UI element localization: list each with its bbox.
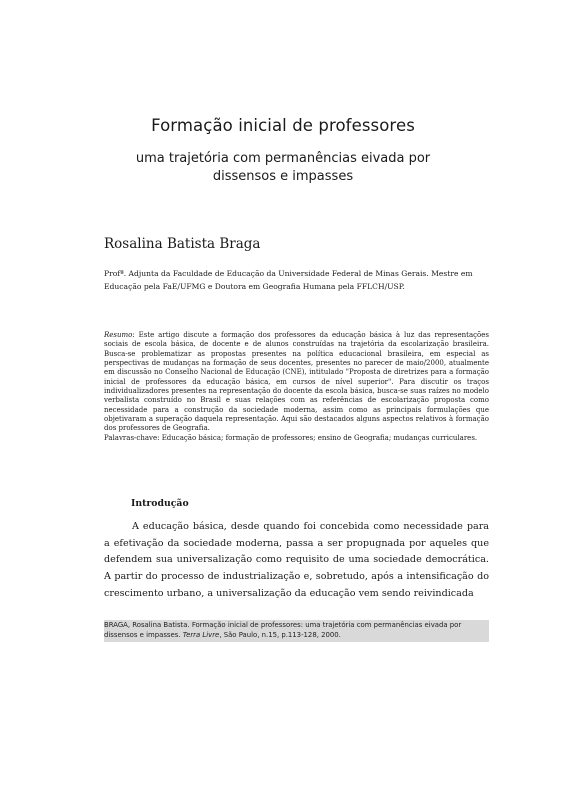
citation-box bbox=[104, 620, 489, 642]
abstract-text bbox=[104, 331, 489, 434]
article-title: Formação inicial de professores bbox=[151, 116, 415, 135]
citation-journal: Terra Livre bbox=[182, 630, 220, 639]
section-heading: Introdução bbox=[131, 498, 189, 509]
author-affiliation: Profª. Adjunta da Faculdade de Educação da Universidade Federal de Minas Gerais. Mestre em Educação pela FaE/UFMG e Doutora em Geografia Humana pela FFLCH/USP. bbox=[104, 269, 473, 291]
intro-paragraph: A educação básica, desde quando foi concebida como necessidade para a efetivação da sociedade moderna, passa a ser propugnada por aqueles que defendem sua universalização como requisito de uma sociedade democrática. A partir do processo de industrialização e, sobretudo, após a intensificação do crescimento urbano, a universalização da educação vem sendo reivindicada bbox=[104, 521, 489, 599]
subtitle-line-1: uma trajetória com permanências eivada por bbox=[135, 151, 431, 166]
citation-prefix: BRAGA, Rosalina Batista. Formação inicial de professores: uma trajetória com permanências eivada por dissensos e impasses. bbox=[104, 621, 462, 639]
abstract bbox=[104, 331, 489, 443]
author-name: Rosalina Batista Braga bbox=[104, 236, 261, 252]
body-text bbox=[104, 519, 489, 603]
abstract-label: Resumo bbox=[104, 331, 133, 339]
citation-suffix: , São Paulo, n.15, p.113-128, 2000. bbox=[219, 630, 341, 639]
abstract-body: : Este artigo discute a formação dos professores da educação básica à luz das representações sociais de escola básica, de docente e de alunos construídas na trajetória da escolarização brasileira. Busca-se problematizar as propostas presentes na política educacional brasileira, em especial as perspectivas de mudanças na formação de seus docentes, presentes no parecer de maio/2000, atualmente em discussão no Conselho Nacional de Educação (CNE), intitulado "Proposta de diretrizes para a formação inicial de professores da educação básica, em cursos de nível superior". Para discutir os traços individualizadores presentes na representação do docente da escola básica, busca-se suas raízes no modelo verbalista construído no Brasil e suas relações com as referências de escolarização proposta como necessidade para a construção da sociedade moderna, assim como as principais formulações que objetivaram a superação daquela representação. Aqui são destacados alguns aspectos relativos à formação dos professores de Geografia. bbox=[104, 331, 489, 433]
subtitle-line-2: dissensos e impasses bbox=[212, 169, 354, 184]
article-subtitle bbox=[0, 150, 566, 186]
keywords: Palavras-chave: Educação básica; formação de professores; ensino de Geografia; mudanças curriculares. bbox=[104, 433, 478, 442]
